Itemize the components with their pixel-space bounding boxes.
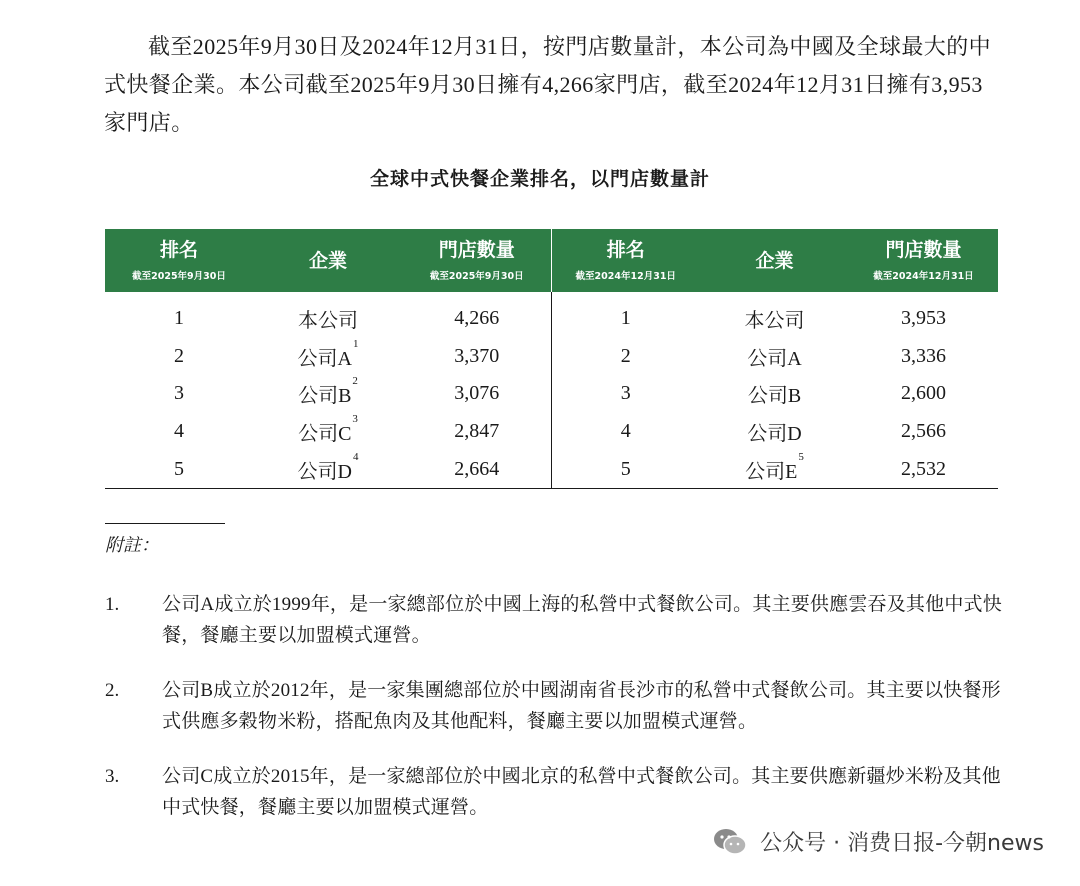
notes-divider <box>105 523 225 524</box>
notes-heading: 附註： <box>105 535 159 555</box>
footnote-marker: 4 <box>352 450 359 463</box>
company-name: 公司A <box>297 347 352 370</box>
company-cell <box>700 450 849 488</box>
store-count-cell: 2,847 <box>403 413 551 451</box>
watermark <box>712 826 1044 857</box>
footnote-marker: 5 <box>798 450 804 463</box>
rank-cell: 1 <box>174 307 184 330</box>
header-stores-left <box>403 229 551 292</box>
header-stores-date: 截至2024年12月31日 <box>873 270 974 282</box>
store-count-cell: 3,370 <box>403 338 551 376</box>
store-count-cell: 3,336 <box>901 344 946 367</box>
header-company-left <box>253 229 403 292</box>
note-number: 3. <box>105 766 120 787</box>
store-count-cell: 4,266 <box>403 292 551 338</box>
table-header-row <box>105 229 998 292</box>
company-name: 公司D <box>297 460 352 483</box>
header-rank-label: 排名 <box>159 238 198 261</box>
company-name: 公司B <box>747 385 802 408</box>
header-rank-label: 排名 <box>606 238 645 261</box>
company-cell <box>253 338 403 376</box>
company-name: 本公司 <box>744 310 805 333</box>
note-number: 2. <box>105 680 120 701</box>
rank-cell: 5 <box>551 450 700 488</box>
store-count-cell: 2,664 <box>403 450 551 488</box>
company-cell <box>253 450 403 488</box>
company-name: 公司A <box>747 347 802 370</box>
store-count-cell: 2,532 <box>849 450 998 488</box>
ranking-table <box>105 229 998 489</box>
company-cell <box>700 338 849 376</box>
company-cell <box>700 292 849 338</box>
note-number: 1. <box>105 594 120 615</box>
header-stores-date: 截至2025年9月30日 <box>429 270 524 282</box>
store-count-cell: 2,600 <box>901 382 946 405</box>
note-text: 公司A成立於1999年，是一家總部位於中國上海的私營中式餐飲公司。其主要供應雲吞及其他中式快餐，餐廳主要以加盟模式運營。 <box>162 594 1002 646</box>
table-row <box>105 450 998 488</box>
note-item <box>105 761 1005 823</box>
rank-cell: 1 <box>620 307 631 330</box>
footnote-marker: 3 <box>352 413 358 426</box>
note-text: 公司B成立於2012年，是一家集團總部位於中國湖南省長沙市的私營中式餐飲公司。其主要以快餐形式供應多穀物米粉，搭配魚肉及其他配料，餐廳主要以加盟模式運營。 <box>162 680 1001 732</box>
watermark-text: 公众号 · 消费日报-今朝news <box>760 831 1044 856</box>
company-name: 公司E <box>745 460 798 483</box>
footnote-marker: 1 <box>352 337 359 350</box>
company-name: 公司D <box>747 423 802 446</box>
store-count-cell: 3,076 <box>403 375 551 413</box>
footnote-marker: 2 <box>352 375 358 388</box>
company-name: 公司B <box>298 385 352 408</box>
header-company-label: 企業 <box>308 249 347 272</box>
table-row <box>105 375 998 413</box>
intro-paragraph: 截至2025年9月30日及2024年12月31日，按門店數量計，本公司為中國及全球最大的中式快餐企業。本公司截至2025年9月30日擁有4,266家門店，截至2024年12月31日擁有3,953家門店。 <box>104 34 992 135</box>
header-company-right <box>700 229 849 292</box>
table-row <box>105 338 998 376</box>
header-rank-right <box>551 229 700 292</box>
header-stores-label: 門店數量 <box>438 238 515 261</box>
header-stores-label: 門店數量 <box>885 238 962 261</box>
note-text: 公司C成立於2015年，是一家總部位於中國北京的私營中式餐飲公司。其主要供應新疆炒米粉及其他中式快餐，餐廳主要以加盟模式運營。 <box>162 766 1001 818</box>
table-row <box>105 413 998 451</box>
header-rank-date: 截至2025年9月30日 <box>132 270 226 282</box>
company-cell <box>700 375 849 413</box>
rank-cell: 4 <box>620 420 631 443</box>
company-cell <box>700 413 849 451</box>
company-cell <box>253 292 403 338</box>
note-item <box>105 589 1005 651</box>
rank-cell: 4 <box>174 420 184 443</box>
wechat-icon <box>712 827 748 857</box>
rank-cell: 3 <box>174 382 184 405</box>
note-item <box>105 675 1005 737</box>
header-rank-left <box>105 229 253 292</box>
company-name: 公司C <box>298 423 352 446</box>
company-cell <box>253 413 403 451</box>
company-cell <box>253 375 403 413</box>
rank-cell: 2 <box>620 344 631 367</box>
rank-cell: 3 <box>620 382 631 405</box>
table-title: 全球中式快餐企業排名，以門店數量計 <box>369 168 710 190</box>
header-rank-date: 截至2024年12月31日 <box>575 270 676 282</box>
company-name: 本公司 <box>298 310 358 333</box>
rank-cell: 2 <box>174 344 184 367</box>
rank-cell: 5 <box>105 450 253 488</box>
table-row <box>105 292 998 338</box>
store-count-cell: 3,953 <box>901 307 946 330</box>
header-company-label: 企業 <box>755 249 794 272</box>
header-stores-right <box>849 229 998 292</box>
store-count-cell: 2,566 <box>901 420 946 443</box>
